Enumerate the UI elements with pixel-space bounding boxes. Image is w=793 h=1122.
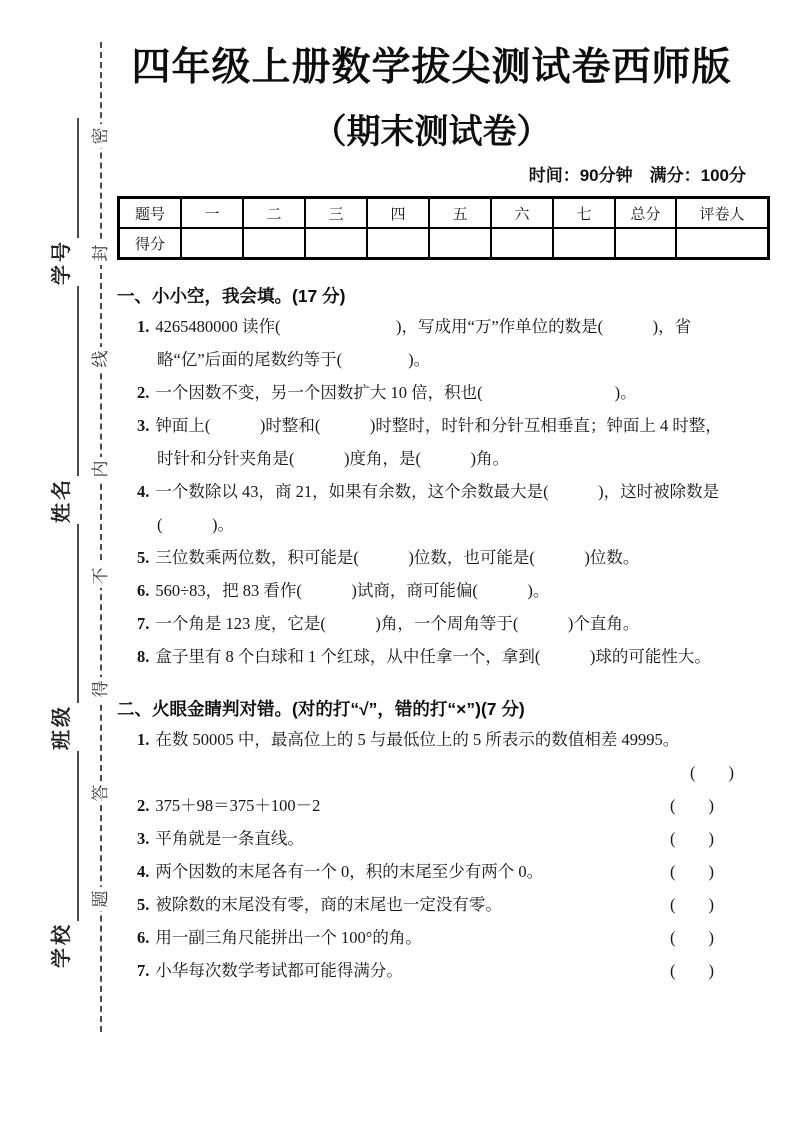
question-text: 一个角是 123 度，它是( )角，一个周角等于( )个直角。	[155, 614, 640, 633]
tf-questions-list	[117, 723, 746, 987]
fill-question	[117, 640, 746, 673]
question-number: 7.	[137, 614, 150, 633]
question-text: 三位数乘两位数，积可能是( )位数，也可能是( )位数。	[155, 548, 640, 567]
question-number: 3.	[137, 829, 150, 848]
page-subtitle: （期末测试卷）	[312, 113, 551, 151]
question-text: 560÷83，把 83 看作( )试商，商可能偏( )。	[155, 581, 550, 600]
question-number: 4.	[137, 862, 150, 881]
question-line	[137, 822, 304, 855]
question-number: 5.	[137, 895, 150, 914]
time-score-info: 时间：90分钟 满分：100分	[528, 166, 746, 185]
question-text: 4265480000 读作( )，写成用“万”作单位的数是( )，省	[155, 317, 692, 336]
question-text: 盒子里有 8 个白球和 1 个红球，从中任拿一个，拿到( )球的可能性大。	[155, 647, 711, 666]
question-text: 一个因数不变，另一个因数扩大 10 倍，积也( )。	[155, 383, 637, 402]
question-line	[137, 789, 320, 822]
answer-blank: ( )	[670, 961, 714, 980]
question-line: ( )。	[157, 515, 234, 534]
score-table-header-cell: 一	[181, 198, 243, 229]
fill-question	[117, 310, 746, 376]
answer-blank: ( )	[670, 895, 714, 914]
question-number: 2.	[137, 383, 150, 402]
question-line	[137, 310, 746, 343]
class-write-line	[77, 524, 79, 703]
question-line	[137, 409, 746, 442]
seal-line-char: 得	[89, 677, 113, 701]
fill-question	[117, 475, 746, 541]
question-number: 5.	[137, 548, 150, 567]
side-label-class: 班级	[51, 704, 73, 750]
question-number: 1.	[137, 317, 150, 336]
section1-heading: 一、小小空，我会填。(17 分)	[117, 286, 346, 306]
tf-question	[117, 855, 746, 888]
student-id-write-line	[77, 118, 79, 238]
answer-blank: ( )	[670, 796, 714, 815]
question-text: 两个因数的末尾各有一个 0，积的末尾至少有两个 0。	[155, 862, 544, 881]
score-row-label: 得分	[119, 228, 182, 259]
score-table-header-cell: 评卷人	[676, 198, 769, 229]
school-write-line	[77, 751, 79, 921]
question-text: 小华每次数学考试都可能得满分。	[155, 961, 403, 980]
score-cell-empty	[676, 228, 769, 259]
score-table-header-cell: 三	[305, 198, 367, 229]
score-cell-empty	[367, 228, 429, 259]
question-line	[137, 607, 746, 640]
tf-question	[117, 888, 746, 921]
question-text: 375＋98＝375＋100－2	[155, 796, 321, 815]
question-text: 用一副三角尺能拼出一个 100°的角。	[155, 928, 422, 947]
page-title: 四年级上册数学拔尖测试卷西师版	[131, 46, 732, 89]
score-table-header-cell: 总分	[615, 198, 676, 229]
question-line	[137, 921, 422, 954]
answer-blank: ( )	[690, 763, 734, 782]
side-label-school: 学校	[51, 922, 73, 968]
question-text: 被除数的末尾没有零，商的末尾也一定没有零。	[155, 895, 502, 914]
question-number: 6.	[137, 581, 150, 600]
score-cell-empty	[429, 228, 491, 259]
tf-question	[117, 723, 746, 789]
question-number: 2.	[137, 796, 150, 815]
question-line	[137, 574, 746, 607]
score-table-corner-header: 题号	[119, 198, 182, 229]
score-cell-empty	[243, 228, 305, 259]
score-table-header-cell: 七	[553, 198, 615, 229]
question-text: 钟面上( )时整和( )时整时，时针和分针互相垂直；钟面上 4 时整，	[155, 416, 722, 435]
fill-question	[117, 376, 746, 409]
question-number: 6.	[137, 928, 150, 947]
answer-blank: ( )	[670, 862, 714, 881]
fill-question	[117, 541, 746, 574]
seal-line-char: 线	[89, 347, 113, 371]
side-label-student-id: 学号	[51, 239, 73, 285]
fill-question	[117, 607, 746, 640]
score-cell-empty	[491, 228, 553, 259]
fill-questions-list	[117, 310, 746, 673]
tf-question	[117, 789, 746, 822]
score-table	[117, 196, 770, 260]
section2-heading: 二、火眼金睛判对错。(对的打“√”，错的打“×”)(7 分)	[117, 699, 525, 719]
question-line	[137, 640, 746, 673]
question-text: 一个数除以 43，商 21，如果有余数，这个余数最大是( )，这时被除数是	[155, 482, 720, 501]
question-number: 4.	[137, 482, 150, 501]
question-line	[137, 541, 746, 574]
name-write-line	[77, 286, 79, 476]
question-number: 1.	[137, 730, 150, 749]
score-table-header-cell: 六	[491, 198, 553, 229]
side-label-name: 姓名	[51, 477, 73, 523]
fill-question	[117, 409, 746, 475]
tf-question	[117, 921, 746, 954]
seal-line-char: 不	[89, 564, 113, 588]
score-cell-empty	[305, 228, 367, 259]
score-cell-empty	[615, 228, 676, 259]
question-line	[137, 723, 746, 756]
seal-line-char: 密	[89, 124, 113, 148]
seal-line-char: 内	[89, 457, 113, 481]
score-cell-empty	[553, 228, 615, 259]
score-table-header-cell: 四	[367, 198, 429, 229]
question-text: 平角就是一条直线。	[155, 829, 304, 848]
seal-line-char: 答	[89, 781, 113, 805]
answer-blank: ( )	[670, 928, 714, 947]
score-cell-empty	[181, 228, 243, 259]
fill-question	[117, 574, 746, 607]
tf-question	[117, 822, 746, 855]
score-table-header-cell: 五	[429, 198, 491, 229]
question-line	[137, 888, 502, 921]
question-number: 8.	[137, 647, 150, 666]
question-line	[137, 954, 403, 987]
question-number: 7.	[137, 961, 150, 980]
question-text: 在数 50005 中，最高位上的 5 与最低位上的 5 所表示的数值相差 49995。	[155, 730, 680, 749]
question-line: 时针和分针夹角是( )度角，是( )角。	[157, 449, 509, 468]
tf-question	[117, 954, 746, 987]
paper-content	[117, 0, 746, 987]
seal-line-char: 封	[89, 241, 113, 265]
score-table-header-cell: 二	[243, 198, 305, 229]
question-line	[137, 376, 746, 409]
seal-line-char: 题	[89, 887, 113, 911]
question-number: 3.	[137, 416, 150, 435]
question-line	[137, 475, 746, 508]
question-line: 略“亿”后面的尾数约等于( )。	[157, 350, 431, 369]
seal-dashed-line	[100, 42, 102, 1032]
question-line	[137, 855, 543, 888]
answer-blank: ( )	[670, 829, 714, 848]
